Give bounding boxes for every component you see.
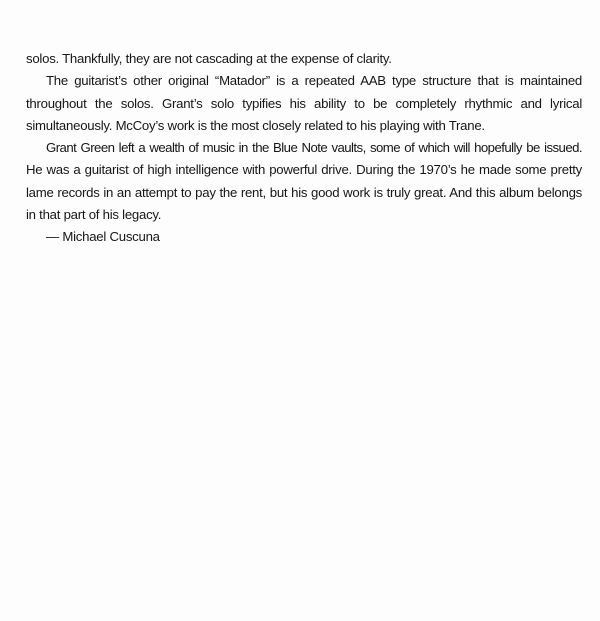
text-line: lame records in an attempt to pay the rent, but his good work is truly great. And this album belongs	[26, 184, 582, 200]
text-line: Grant Green left a wealth of music in the Blue Note vaults, some of which will hopefully be issued.	[46, 140, 582, 156]
text-line: He was a guitarist of high intelligence with powerful drive. During the 1970’s he made some pretty	[26, 162, 582, 178]
text-line: in that part of his legacy.	[26, 207, 162, 223]
text-line: The guitarist’s other original “Matador” is a repeated AAB type structure that is maintained	[46, 73, 582, 89]
text-line: simultaneously. McCoy’s work is the most closely related to his playing with Trane.	[26, 117, 485, 133]
author-signature: — Michael Cuscuna	[46, 229, 160, 245]
liner-notes-text	[26, 48, 582, 249]
paragraph-2	[26, 70, 582, 137]
text-line: solos. Thankfully, they are not cascading at the expense of clarity.	[26, 51, 392, 66]
paragraph-3	[26, 137, 582, 226]
paragraph-1	[26, 48, 582, 70]
text-line: throughout the solos. Grant’s solo typifies his ability to be completely rhythmic and lyrical	[26, 95, 582, 111]
